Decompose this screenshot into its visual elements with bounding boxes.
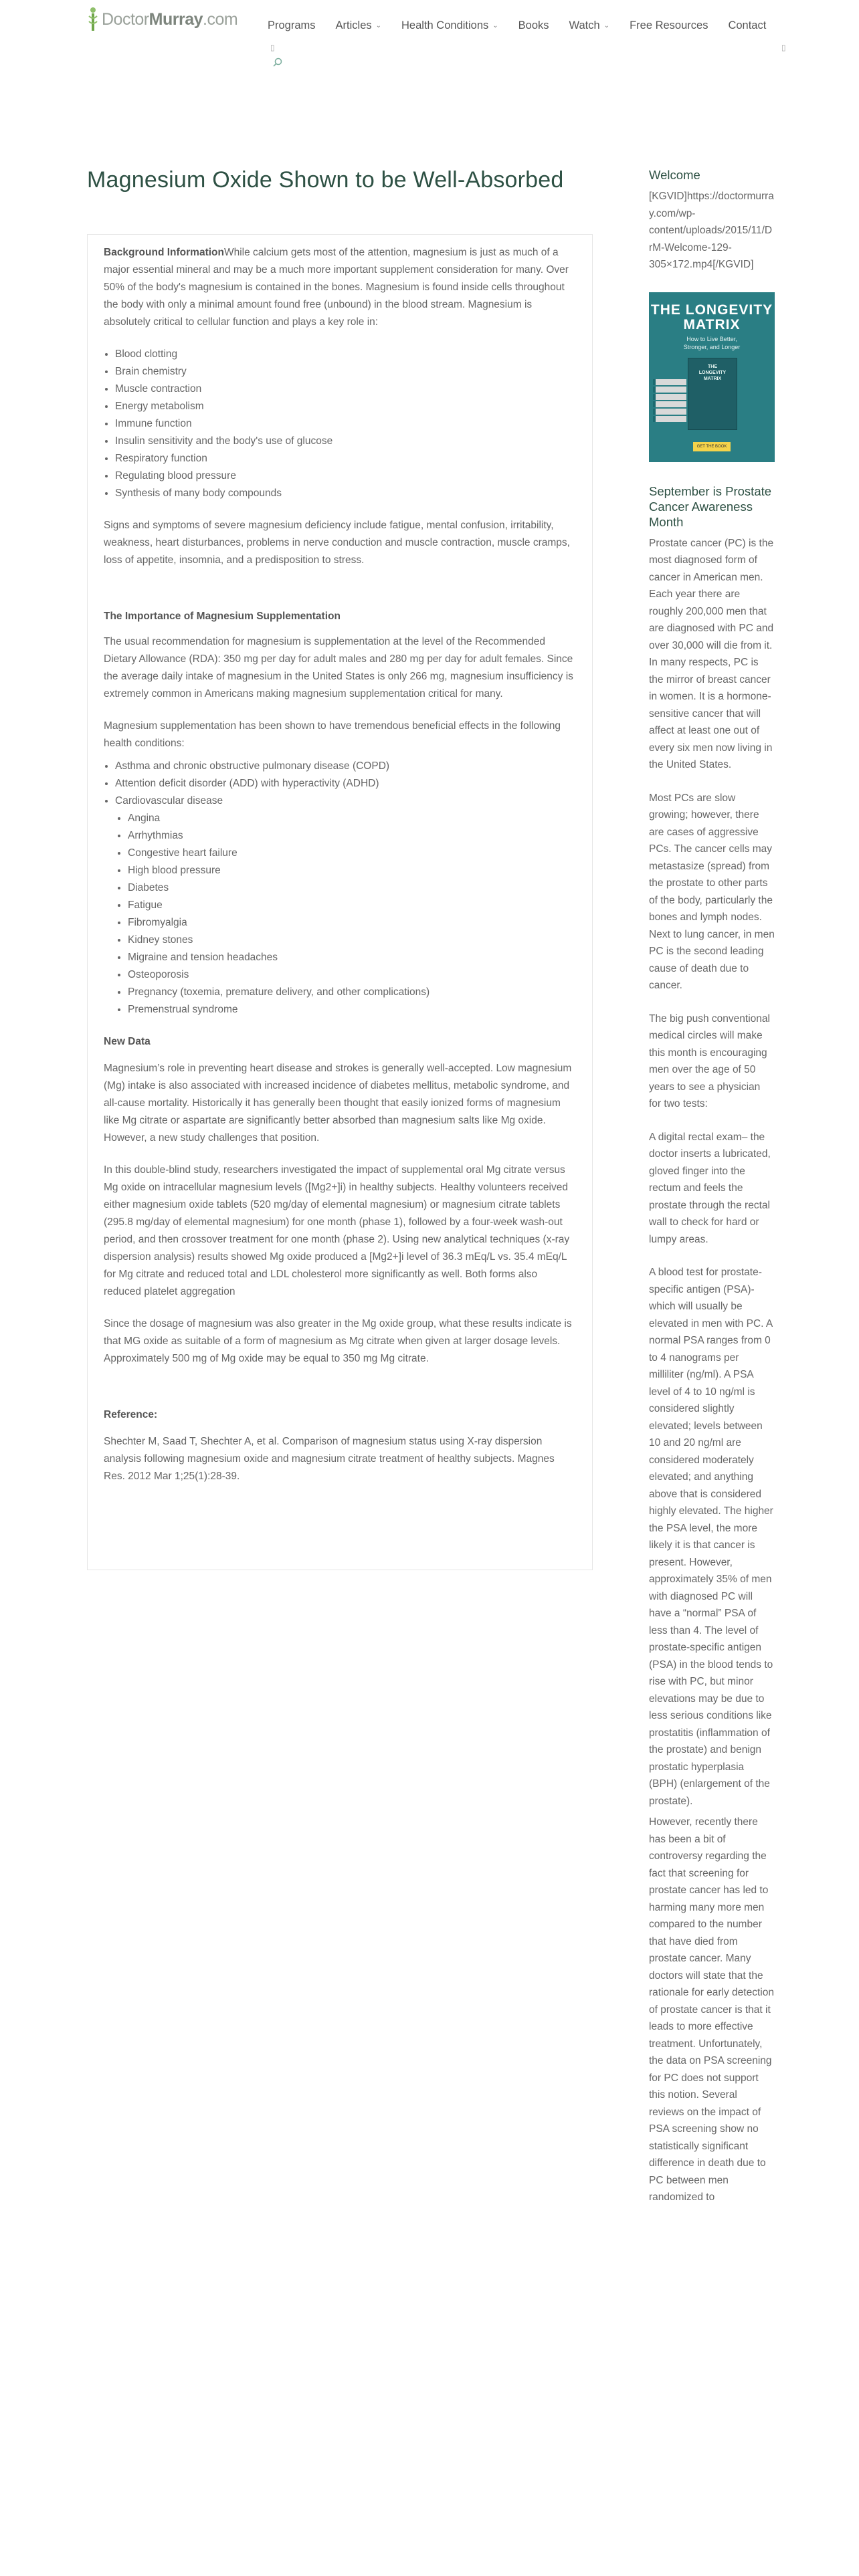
chevron-down-icon: ⌄ [492,22,498,29]
list-item: • Osteoporosis [128,966,576,984]
book-ad-title: THE LONGEVITY MATRIX [650,302,773,332]
background-label: Background Information [104,247,224,258]
book-stack-image [653,379,686,431]
list-item: • Regulating blood pressure [115,467,576,485]
nav-books[interactable]: Books [518,19,549,31]
prostate-paragraph: Most PCs are slow growing; however, there are cases of aggressive PCs. The cancer cells may metastasize (spread) from the prostate to other parts of the body, particularly the bones and lymph nodes. Next to lung cancer, in men PC is the second leading cause of death due to cancer. [649,792,775,991]
chevron-down-icon: ⌄ [375,22,382,29]
list-item: • Energy metabolism [115,398,576,415]
nav-health-conditions[interactable]: Health Conditions ⌄ [401,19,498,31]
new-data-paragraph-3: Since the dosage of magnesium was also greater in the Mg oxide group, what these results indicate is that MG oxide as suitable of a form of magnesium as Mg citrate when given at larger dosage levels. Approximately 500 mg of Mg oxide may be equal to 350 mg Mg citrate. [104,1318,572,1364]
list-item: • Angina [128,810,576,827]
prostate-heading: September is Prostate Cancer Awareness Month [649,484,772,529]
welcome-heading: Welcome [649,168,700,182]
prostate-paragraph: A digital rectal exam– the doctor inserts a lubricated, gloved finger into the rectum and feels the prostate through the rectal wall to check for hard or lumpy areas. [649,1131,771,1245]
list-item: • Muscle contraction [115,381,576,398]
list-item: • Cardiovascular disease • Angina • Arrhythmias • Congestive heart failure • High blood pressure • Diabetes • Fatigue • Fibromyalgia • Kidney stones • Migraine and tension headaches • Osteoporosis • Pregnancy (toxemia, premature delivery, and other complications) • Premenstrual syndrome [115,792,576,1018]
page-title: Magnesium Oxide Shown to be Well-Absorbed [87,167,564,193]
sidebar [649,167,775,2225]
reference-heading: Reference: [104,1409,158,1420]
background-paragraph: Background InformationWhile calcium gets most of the attention, magnesium is just as much of a major essential mineral and may be a much more important supplement consideration for many. Over 50% of the body's magnesium is contained in the bones. Magnesium is found inside cells throughout the body with only a minimal amount found free (unbound) in the blood stream. Magnesium is absolutely critical to cellular function and plays a key role in: [104,247,569,328]
new-data-heading: New Data [104,1036,151,1047]
roles-list [104,346,576,502]
list-item: • Insulin sensitivity and the body's use of glucose [115,433,576,450]
sub-conditions-list [115,810,576,1018]
list-item: • Immune function [115,415,576,433]
missing-glyph-icon: ▯ [781,43,786,52]
list-item: • Respiratory function [115,450,576,467]
list-item: • Premenstrual syndrome [128,1001,576,1018]
list-item: • Brain chemistry [115,363,576,381]
prostate-paragraph: Prostate cancer (PC) is the most diagnosed form of cancer in American men. Each year there are roughly 200,000 men that are diagnosed with PC and over 30,000 will die from it. In many respects, PC is the mirror of breast cancer in women. It is a hormone-sensitive cancer that will affect at least one out of every six men now living in the United States. [649,537,774,770]
list-item: • Pregnancy (toxemia, premature delivery, and other complications) [128,984,576,1001]
chevron-down-icon: ⌄ [603,22,610,29]
prostate-paragraph: The big push conventional medical circles will make this month is encouraging men over the age of 50 years to see a physician for two tests: [649,1012,770,1109]
list-item: • Attention deficit disorder (ADD) with hyperactivity (ADHD) [115,775,576,792]
article-body [87,234,593,1570]
nav-contact[interactable]: Contact [728,19,767,31]
reference-text: Shechter M, Saad T, Shechter A, et al. Comparison of magnesium status using X-ray dispersion analysis following magnesium oxide and magnesium citrate treatment of healthy subjects. Magnes Res. 2012 Mar 1;25(1):28-39. [104,1436,555,1482]
nav-free-resources[interactable]: Free Resources [630,19,708,31]
list-item: • Diabetes [128,879,576,897]
main-nav [268,19,766,32]
conditions-list [104,758,576,1018]
new-data-paragraph-1: Magnesium’s role in preventing heart disease and strokes is generally well-accepted. Low magnesium (Mg) intake is also associated with increased incidence of diabetes mellitus, metabolic syndrome, and all-cause mortality. Historically it has generally been thought that easily ionized forms of magnesium like Mg citrate or aspartate are significantly better absorbed than magnesium salts like Mg oxide. However, a new study challenges that position. [104,1063,572,1144]
list-item: • Kidney stones [128,932,576,949]
list-item: • Fibromyalgia [128,914,576,932]
importance-heading: The Importance of Magnesium Supplementation [104,611,341,622]
importance-paragraph: The usual recommendation for magnesium is supplementation at the level of the Recommended Dietary Allowance (RDA): 350 mg per day for adult males and 280 mg per day for adult females. Since the average daily intake of magnesium in the United States is only 266 mg, magnesium insufficiency is extremely common in Americans making magnesium supplementation critical for many. [104,636,573,700]
prostate-paragraph: A blood test for prostate-specific antigen (PSA)- which will usually be elevated in men with PC. A normal PSA ranges from 0 to 4 nanograms per milliliter (ng/ml). A PSA level of 4 to 10 ng/ml is considered slightly elevated; levels between 10 and 20 ng/ml are considered moderately elevated; and anything above that is considered highly elevated. The higher the PSA level, the more likely it is that cancer is present. However, approximately 35% of men with diagnosed PC will have a “normal” PSA of less than 4. The level of prostate-specific antigen (PSA) in the blood tends to rise with PC, but minor elevations may be due to less serious conditions like prostatitis (inflammation of the prostate) and benign prostatic hyperplasia (BPH) (enlargement of the prostate). [649,1267,773,1807]
list-item: • High blood pressure [128,862,576,879]
nav-programs[interactable]: Programs [268,19,316,31]
list-item: • Arrhythmias [128,827,576,845]
site-header [0,0,859,80]
longevity-matrix-book-ad[interactable] [649,292,775,462]
welcome-video-shortcode: [KGVID]https://doctormurray.com/wp-content/uploads/2015/11/DrM-Welcome-129-305×172.mp4[/KGVID] [649,191,774,270]
logo-text: DoctorMurray.com [102,9,238,29]
list-item: • Congestive heart failure [128,845,576,862]
search-icon[interactable] [273,58,282,67]
missing-glyph-icon: ▯ [270,43,275,52]
medical-figure-icon [87,7,99,32]
list-item: • Blood clotting [115,346,576,363]
site-logo[interactable] [87,7,237,32]
deficiency-paragraph: Signs and symptoms of severe magnesium deficiency include fatigue, mental confusion, irritability, weakness, heart disturbances, problems in nerve conduction and muscle contraction, muscle cramps, loss of appetite, insomnia, and a predisposition to stress. [104,520,570,566]
get-the-book-button[interactable]: GET THE BOOK [693,442,731,451]
list-item: • Migraine and tension headaches [128,949,576,966]
nav-articles[interactable]: Articles ⌄ [335,19,382,31]
prostate-paragraph: However, recently there has been a bit of controversy regarding the fact that screening for prostate cancer has led to harming many more men compared to the number that have died from prostate cancer. Many doctors will state that the rationale for early detection of prostate cancer is that it leads to more effective treatment. Unfortunately, the data on PSA screening for PC does not support this notion. Several reviews on the impact of PSA screening show no statistically significant difference in death due to PC between men randomized to [649,1816,774,2203]
book-ad-subtitle: How to Live Better, Stronger, and Longer [683,335,741,350]
benefits-intro: Magnesium supplementation has been shown to have tremendous beneficial effects in the following health conditions: [104,720,561,749]
nav-watch[interactable]: Watch ⌄ [569,19,610,31]
list-item: • Asthma and chronic obstructive pulmonary disease (COPD) [115,758,576,775]
new-data-paragraph-2: In this double-blind study, researchers investigated the impact of supplemental oral Mg citrate versus Mg oxide on intracellular magnesium levels ([Mg2+]i) in healthy subjects. Healthy volunteers received either magnesium oxide tablets (520 mg/day of elemental magnesium) or magnesium citrate tablets (295.8 mg/day of elemental magnesium) for one month (phase 1), followed by a four-week wash-out period, and then crossover treatment for one month (phase 2). Using new analytical techniques (x-ray dispersion analysis) results showed Mg oxide produced a [Mg2+]i level of 36.3 mEq/L vs. 35.4 mEq/L for Mg citrate and reduced total and LDL cholesterol more significantly as well. Both forms also reduced platelet aggregation [104,1164,570,1297]
book-cover-image: THE LONGEVITY MATRIX [688,358,737,430]
list-item: • Synthesis of many body compounds [115,485,576,502]
list-item: • Fatigue [128,897,576,914]
